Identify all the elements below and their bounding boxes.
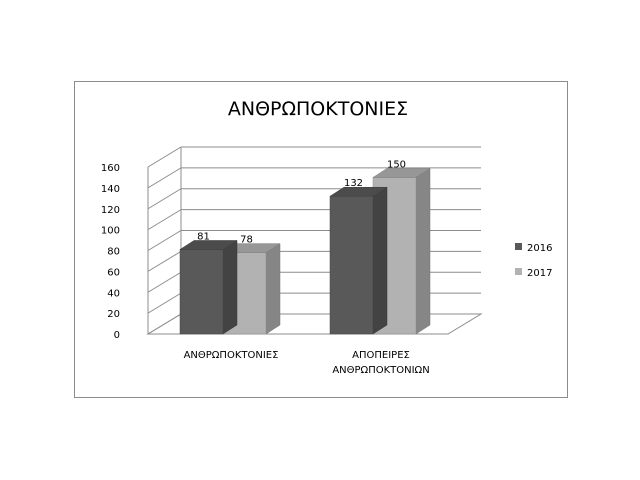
bar-side [266, 244, 280, 334]
bar-side [373, 187, 387, 334]
side-wall-line [148, 210, 181, 230]
y-tick-label: 100 [100, 225, 120, 237]
legend-swatch [515, 243, 522, 250]
bar-side [416, 168, 430, 334]
side-wall-line [148, 251, 181, 271]
legend-swatch [515, 268, 522, 275]
y-tick-label: 40 [107, 288, 120, 300]
legend-label: 2017 [527, 268, 553, 279]
y-tick-label: 60 [107, 267, 120, 279]
data-label: 150 [386, 159, 407, 171]
side-wall-line [148, 189, 181, 209]
x-category-label: ΑΝΘΡΩΠΟΚΤΟΝΙΕΣ [183, 350, 279, 361]
data-label: 81 [197, 231, 210, 243]
data-label: 132 [343, 178, 364, 190]
legend-label: 2016 [527, 243, 553, 254]
side-wall-line [148, 293, 181, 313]
y-tick-label: 160 [100, 163, 120, 174]
chart-title: ΑΝΘΡΩΠΟΚΤΟΝΙΕΣ [227, 98, 409, 120]
side-wall-line [148, 168, 181, 188]
x-category-label: ΑΝΘΡΩΠΟΚΤΟΝΙΩΝ [332, 365, 430, 376]
bar-side [223, 240, 237, 334]
y-tick-label: 120 [100, 204, 120, 216]
x-category-label: ΑΠΟΠΕΙΡΕΣ [352, 350, 410, 361]
side-wall-line [148, 272, 181, 292]
side-wall-line [148, 147, 181, 167]
side-wall-line [148, 231, 181, 251]
y-tick-label: 20 [107, 309, 120, 321]
data-label: 78 [240, 234, 253, 246]
y-tick-label: 80 [107, 246, 120, 258]
bar-2016-0 [180, 249, 223, 334]
bar-2016-1 [330, 196, 373, 334]
y-tick-label: 0 [113, 330, 120, 341]
y-tick-label: 140 [100, 183, 120, 195]
